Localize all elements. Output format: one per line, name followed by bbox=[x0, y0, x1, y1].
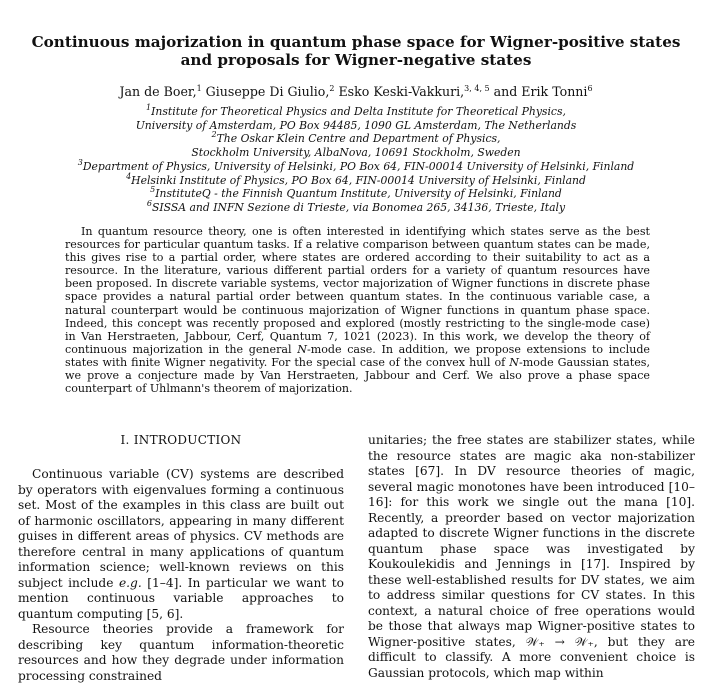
body-text: , but they are difficult to classify. A more convenient choice is Gaussian protocols, which map within bbox=[368, 634, 696, 680]
affiliation-line bbox=[0, 157, 712, 174]
section-heading-introduction: I. INTRODUCTION bbox=[120, 433, 242, 447]
author-affiliation-mark: 3, 4, 5 bbox=[464, 84, 490, 93]
affiliation-text: The Oskar Klein Centre and Department of Physics, bbox=[216, 132, 501, 146]
abstract-text: -mode case. In addition, we propose extensions to include states with finite Wigner negativity. For the special case of the convex hull of bbox=[65, 342, 651, 369]
body-text: [1–4]. In particular we want to mention continuous variable approaches to quantum computing [5, 6]. bbox=[18, 575, 345, 621]
affiliation-text: Stockholm University, AlbaNova, 10691 Stockholm, Sweden bbox=[191, 146, 521, 160]
body-paragraph bbox=[368, 433, 695, 681]
affiliation-line bbox=[0, 171, 712, 188]
emphasis-text: e.g. bbox=[118, 575, 142, 590]
math-variable: N bbox=[509, 355, 520, 369]
affiliation-text: Institute for Theoretical Physics and Delta Institute for Theoretical Physics, bbox=[151, 105, 566, 118]
abstract-text: -mode Gaussian states, we prove a conjecture made by Van Herstraeten, Jabbour and Cerf. We also prove a phase space counterpart of Uhlmann's theorem of majorization. bbox=[65, 355, 650, 396]
body-text: Continuous variable (CV) systems are described by operators with eigenvalues forming a continuous set. Most of the examples in this class are built out of harmonic oscillators, appearing in many different guises in different areas of physics. CV methods are therefore central in many applications of quantum information science; well-known reviews on this subject include bbox=[18, 467, 344, 590]
affiliation-mark: 6 bbox=[146, 198, 152, 208]
affiliation-line bbox=[0, 198, 712, 215]
affiliation-line bbox=[0, 119, 712, 133]
affiliation-mark: 4 bbox=[126, 171, 132, 181]
abstract bbox=[65, 225, 650, 395]
left-column bbox=[18, 433, 344, 684]
author-list bbox=[0, 84, 712, 99]
math-variable: N bbox=[297, 342, 307, 356]
author-name: Giuseppe Di Giulio, bbox=[201, 84, 330, 99]
affiliation-list bbox=[0, 105, 712, 215]
author-name: Jan de Boer, bbox=[119, 84, 197, 99]
affiliation-mark: 3 bbox=[77, 157, 83, 167]
abstract-paragraph bbox=[65, 225, 650, 395]
affiliation-text: Helsinki Institute of Physics, PO Box 64, FIN-00014 University of Helsinki, Finland bbox=[131, 173, 586, 187]
affiliation-text: InstituteQ - the Finnish Quantum Institute, University of Helsinki, Finland bbox=[155, 187, 562, 201]
affiliation-mark: 2 bbox=[211, 130, 217, 140]
affiliation-line bbox=[0, 132, 712, 146]
affiliation-line bbox=[0, 105, 712, 119]
abstract-text: In quantum resource theory, one is often interested in identifying which states serve as the best resources for particular quantum tasks. If a relative comparison between quantum states can be made, this gives rise to a partial order, where states are ordered according to their suitability to act as a resource. In the literature, various different partial orders for a variety of quantum resources have been proposed. In discrete variable systems, vector majorization of Wigner functions in discrete phase space provides a natural partial order between quantum states. In the continuous variable case, a natural counterpart would be continuous majorization of Wigner functions in quantum phase space. Indeed, this concept was recently proposed and explored (mostly restricting to the single-mode case) in Van Herstraeten, Jabbour, Cerf, Quantum 7, 1021 (2023). In this work, we develop the theory of continuous majorization in the general bbox=[65, 225, 650, 356]
math-expression: 𝒲₊ → 𝒲₊ bbox=[525, 634, 594, 649]
affiliation-mark: 5 bbox=[150, 185, 156, 195]
body-paragraph bbox=[18, 467, 344, 622]
affiliation-text: University of Amsterdam, PO Box 94485, 1090 GL Amsterdam, The Netherlands bbox=[135, 118, 577, 132]
right-column bbox=[368, 433, 695, 681]
paper-title-line-2: and proposals for Wigner-negative states bbox=[180, 50, 532, 69]
body-text: unitaries; the free states are stabilizer states, while the resource states are magic aka non-stabilizer states [67]. In DV resource theories of magic, several magic monotones have been introduced [10–16]: for this work we single out the mana [10]. Recently, a preorder based on vector majorization adapted to discrete Wigner functions in the discrete quantum phase space was investigated by Koukoulekidis and Jennings in [17]. Inspired by these well-established results for DV states, we aim to address similar questions for CV states. In this context, a natural choice of free operations would be those that always map Wigner-positive states to Wigner-positive states, bbox=[368, 433, 695, 649]
affiliation-text: SISSA and INFN Sezione di Trieste, via Bonomea 265, 34136, Trieste, Italy bbox=[152, 200, 566, 214]
affiliation-line bbox=[0, 187, 712, 201]
author-name: Esko Keski-Vakkuri, bbox=[334, 84, 465, 99]
paper-title bbox=[0, 34, 712, 69]
author-affiliation-mark: 6 bbox=[587, 84, 593, 93]
author-affiliation-mark: 1 bbox=[196, 84, 202, 93]
affiliation-mark: 1 bbox=[146, 103, 152, 112]
body-paragraph: Resource theories provide a framework for describing key quantum information-theoretic resources and how they degrade under information processing constrained bbox=[18, 622, 344, 683]
affiliation-text: Department of Physics, University of Helsinki, PO Box 64, FIN-00014 University of Helsinki, Finland bbox=[82, 159, 635, 173]
author-name: and Erik Tonni bbox=[489, 84, 588, 99]
author-affiliation-mark: 2 bbox=[329, 84, 335, 93]
paper-title-line-1: Continuous majorization in quantum phase space for Wigner-positive states bbox=[31, 33, 681, 51]
affiliation-line bbox=[0, 146, 712, 160]
